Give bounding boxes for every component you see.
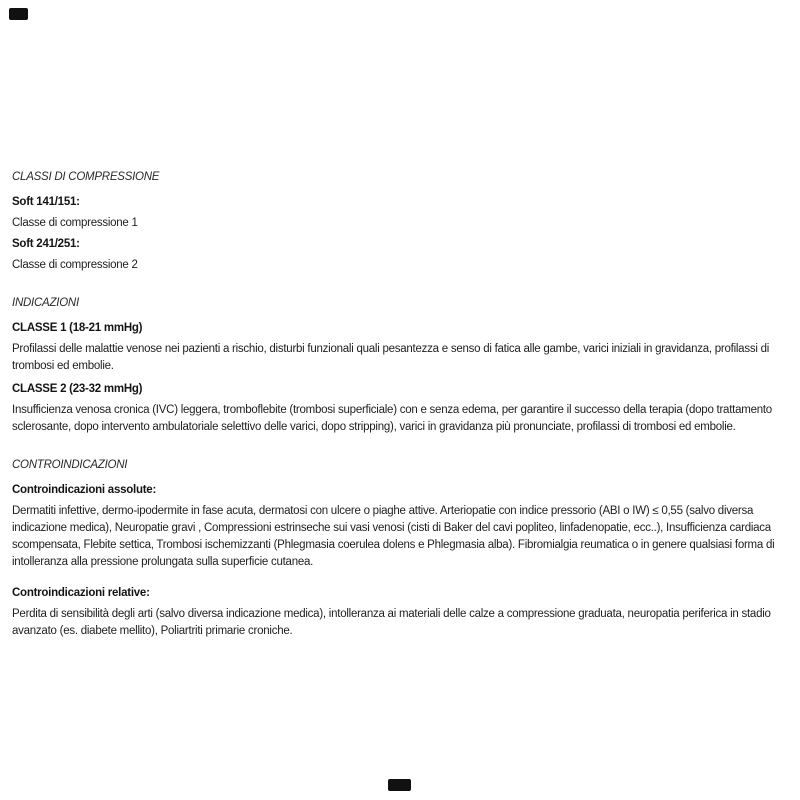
contraindication-group-text: Dermatiti infettive, dermo-ipodermite in fase acuta, dermatosi con ulcere o piaghe attive. Arteriopatie con indice pressorio (ABI o IW) ≤ 0,55 (salvo diversa indicazione medica), Neuropatie gravi , Compressioni estrinseche sui vasi venosi (cisti di Baker del cavi popliteo, linfadenopatie, ecc..), Insufficienza cardiaca scompensata, Flebite settica, Trombosi ischemizzanti (Phlegmasia coerulea dolens e Phlegmasia alba). Fibromialgia reumatica o in genere qualsiasi forma di intolleranza alla pressione prolungata sulla superficie cutanea. bbox=[12, 505, 775, 568]
bottom-marker bbox=[388, 779, 411, 791]
product-model-label: Soft 241/251: bbox=[12, 238, 80, 250]
contraindication-group-title: Controindicazioni relative: bbox=[12, 587, 150, 599]
product-model-class: Classe di compressione 2 bbox=[12, 259, 138, 271]
product-model-label: Soft 141/151: bbox=[12, 196, 80, 208]
indication-class-text: Profilassi delle malattie venose nei pazienti a rischio, disturbi funzionali quali pesantezza e senso di fatica alle gambe, varici iniziali in gravidanza, profilassi di trombosi ed embolie. bbox=[12, 343, 770, 372]
top-left-marker bbox=[9, 8, 28, 20]
section-heading-indications: INDICAZIONI bbox=[12, 297, 79, 309]
contraindication-group-title: Controindicazioni assolute: bbox=[12, 484, 157, 496]
section-heading-compression-classes: CLASSI DI COMPRESSIONE bbox=[12, 171, 160, 183]
indication-class-title: CLASSE 1 (18-21 mmHg) bbox=[12, 322, 143, 334]
indication-class-text: Insufficienza venosa cronica (IVC) leggera, tromboflebite (trombosi superficiale) con e senza edema, per garantire il successo della terapia (dopo trattamento sclerosante, dopo intervento ambulatoriale selettivo delle varici, dopo stripping), varici in gravidanza più pronunciate, profilassi di trombosi ed embolie. bbox=[12, 404, 772, 433]
section-heading-contraindications: CONTROINDICAZIONI bbox=[12, 459, 128, 471]
indication-class-title: CLASSE 2 (23-32 mmHg) bbox=[12, 383, 143, 395]
product-model-class: Classe di compressione 1 bbox=[12, 217, 138, 229]
contraindication-group-text: Perdita di sensibilità degli arti (salvo diversa indicazione medica), intolleranza ai materiali delle calze a compressione graduata, neuropatia periferica in stadio avanzato (es. diabete mellito), Poliartriti primarie croniche. bbox=[12, 608, 771, 637]
product-info-document bbox=[12, 169, 788, 646]
